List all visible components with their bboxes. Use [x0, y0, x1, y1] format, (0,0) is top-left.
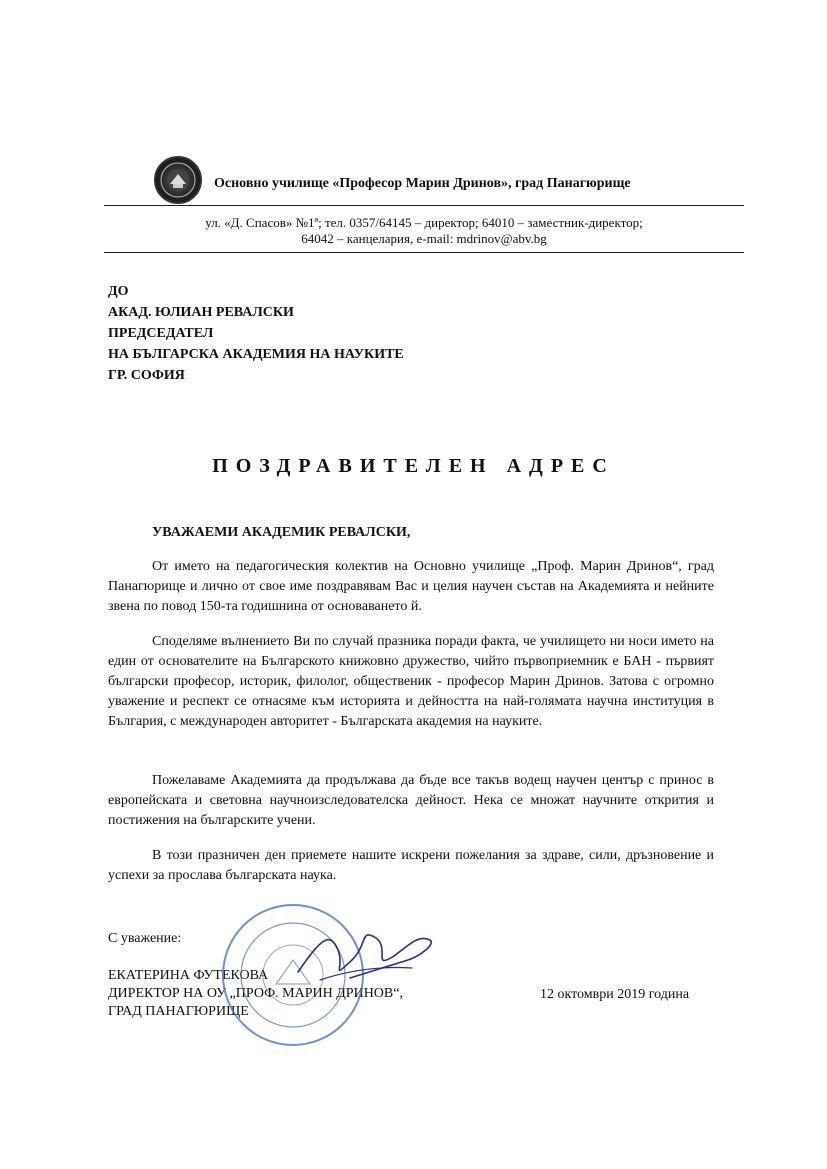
recipient-line-4: НА БЪЛГАРСКА АКАДЕМИЯ НА НАУКИТЕ [108, 347, 404, 362]
header-divider-bottom [104, 252, 744, 253]
school-address [104, 215, 744, 247]
address-line-2: 64042 – канцелария, e-mail: mdrinov@abv.bg [301, 231, 547, 246]
recipient-line-3: ПРЕДСЕДАТЕЛ [108, 326, 214, 341]
signatory-name: ЕКАТЕРИНА ФУТЕКОВА [108, 968, 269, 983]
school-emblem-icon [156, 158, 200, 202]
signatory-position: ДИРЕКТОР НА ОУ „ПРОФ. МАРИН ДРИНОВ“, [108, 986, 403, 1001]
paragraph-2: Споделяме вълнението Ви по случай празника поради факта, че училището ни носи името на един от основателите на Българското книжовно дружество, чийто първоприемник е БАН - първият български професор, историк, филолог, общественик - професор Марин Дринов. Затова с огромно уважение и респект се отнасяме към историята и дейността на най-голямата научна институция в България, с международен авторитет - Българската академия на науките. [108, 634, 714, 729]
paragraph-4: В този празничен ден приемете нашите искрени пожелания за здраве, сили, дръзновение и успехи за прослава българската наука. [108, 848, 714, 883]
recipient-line-5: ГР. СОФИЯ [108, 368, 185, 383]
recipient-line-1: ДО [108, 284, 129, 299]
paragraph-3: Пожелаваме Академията да продължава да бъде все такъв водещ научен център с принос в европейската и световна научноизследователска дейност. Нека се множат научните открития и постижения на българските учени. [108, 773, 714, 828]
recipient-block [108, 281, 404, 386]
closing-phrase: С уважение: [108, 931, 182, 946]
school-name: Основно училище «Професор Марин Дринов», град Панагюрище [214, 176, 631, 191]
address-line-1: ул. «Д. Спасов» №1ª; тел. 0357/64145 – директор; 64010 – заместник-директор; [205, 215, 643, 230]
paragraph-1: От името на педагогическия колектив на Основно училище „Проф. Марин Дринов“, град Панагюрище и лично от свое име поздравявам Вас и целия научен състав на Академията и нейните звена по повод 150-та годишнина от основаването й. [108, 559, 714, 614]
signatory-city: ГРАД ПАНАГЮРИЩЕ [108, 1004, 249, 1019]
signatory-block [108, 967, 403, 1021]
document-title: ПОЗДРАВИТЕЛЕН АДРЕС [212, 455, 615, 477]
salutation: УВАЖАЕМИ АКАДЕМИК РЕВАЛСКИ, [152, 525, 411, 540]
recipient-line-2: АКАД. ЮЛИАН РЕВАЛСКИ [108, 305, 294, 320]
letter-date: 12 октомври 2019 година [540, 987, 690, 1002]
school-logo [154, 156, 202, 204]
header-divider-top [104, 205, 744, 206]
